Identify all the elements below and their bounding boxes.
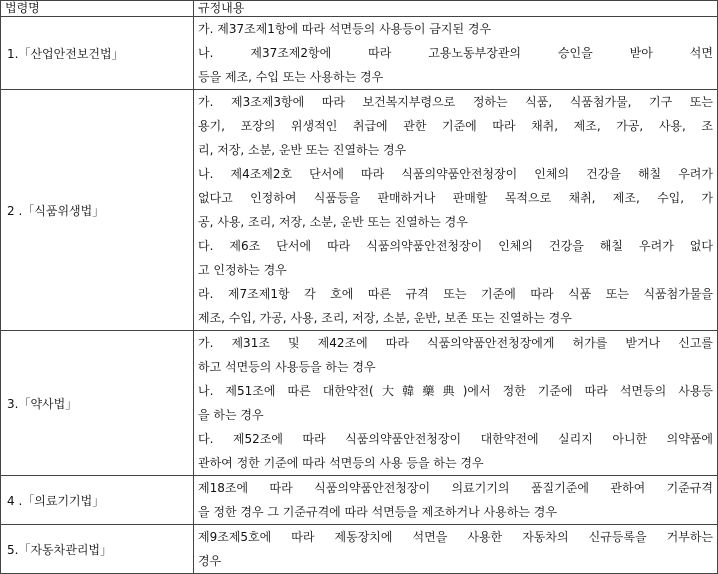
content-line: 제9조제5호에 따라 제동장치에 석면을 사용한 자동차의 신규등록을 거부하는 bbox=[198, 530, 713, 544]
content-cell bbox=[194, 90, 718, 331]
table-row bbox=[1, 331, 718, 476]
content-line: 나. 제37조제2항에 따라 고용노동부장관의 승인을 받아 석면 bbox=[198, 46, 713, 60]
content-line: 리, 저장, 소분, 운반 또는 진열하는 경우 bbox=[198, 143, 407, 157]
content-line: 공, 사용, 조리, 저장, 소분, 운반 또는 진열하는 경우 bbox=[198, 215, 468, 229]
content-line: 가. 제31조 및 제42조에 따라 식품의약품안전청장에게 허가를 받거나 신고를 bbox=[198, 336, 713, 350]
content-line: 관하여 정한 기준에 따라 석면등의 사용 등을 하는 경우 bbox=[198, 456, 484, 470]
content-line: 나. 제4조제2호 단서에 따라 식품의약품안전청장이 인체의 건강을 해칠 우려가 bbox=[198, 167, 713, 181]
content-line: 없다고 인정하여 식품등을 판매하거나 판매할 목적으로 채취, 제조, 수입, 가 bbox=[198, 191, 713, 205]
content-line: 용기, 포장의 위생적인 취급에 관한 기준에 따라 채취, 제조, 가공, 사용, 조 bbox=[198, 119, 713, 133]
content-line: 등을 제조, 수입 또는 사용하는 경우 bbox=[198, 70, 384, 84]
content-line: 을 정한 경우 그 기준규격에 따라 석면등을 제조하거나 사용하는 경우 bbox=[198, 505, 557, 519]
content-line: 제조, 수입, 가공, 사용, 조리, 저장, 소분, 운반, 보존 또는 진열하는 경우 bbox=[198, 311, 572, 325]
content-line: 고 인정하는 경우 bbox=[198, 263, 287, 277]
content-cell bbox=[194, 525, 718, 574]
content-cell bbox=[194, 17, 718, 90]
table-row bbox=[1, 17, 718, 90]
header-row bbox=[1, 1, 718, 17]
content-cell bbox=[194, 331, 718, 476]
content-line: 을 하는 경우 bbox=[198, 408, 264, 422]
law-name-cell: 3.「약사법」 bbox=[1, 331, 194, 476]
header-law-name: 법령명 bbox=[1, 1, 194, 17]
law-name-cell: 4 .「의료기기법」 bbox=[1, 476, 194, 525]
content-line: 가. 제37조제1항에 따라 석면등의 사용등이 금지된 경우 bbox=[198, 22, 492, 36]
table-row bbox=[1, 525, 718, 574]
law-name-cell: 5.「자동차관리법」 bbox=[1, 525, 194, 574]
content-line: 경우 bbox=[198, 554, 222, 568]
content-line: 다. 제52조에 따라 식품의약품안전청장이 대한약전에 실리지 아니한 의약품에 bbox=[198, 432, 713, 446]
content-line: 라. 제7조제1항 각 호에 따른 규격 또는 기준에 따라 식품 또는 식품첨가물을 bbox=[198, 287, 713, 301]
content-line: 가. 제3조제3항에 따라 보건복지부령으로 정하는 식품, 식품첨가물, 기구 또는 bbox=[198, 95, 713, 109]
law-name-cell: 1.「산업안전보건법」 bbox=[1, 17, 194, 90]
table-row bbox=[1, 90, 718, 331]
content-line: 제18조에 따라 식품의약품안전청장이 의료기기의 품질기준에 관하여 기준규격 bbox=[198, 481, 713, 495]
content-cell bbox=[194, 476, 718, 525]
law-name-cell: 2 .「식품위생법」 bbox=[1, 90, 194, 331]
table-row bbox=[1, 476, 718, 525]
content-line: 다. 제6조 단서에 따라 식품의약품안전청장이 인체의 건강을 해칠 우려가 없다 bbox=[198, 239, 713, 253]
content-line: 하고 석면등의 사용등을 하는 경우 bbox=[198, 360, 376, 374]
content-line: 나. 제51조에 따른 대한약전(大韓藥典)에서 정한 기준에 따라 석면등의 사용등 bbox=[198, 384, 713, 398]
header-content: 규정내용 bbox=[194, 1, 718, 17]
